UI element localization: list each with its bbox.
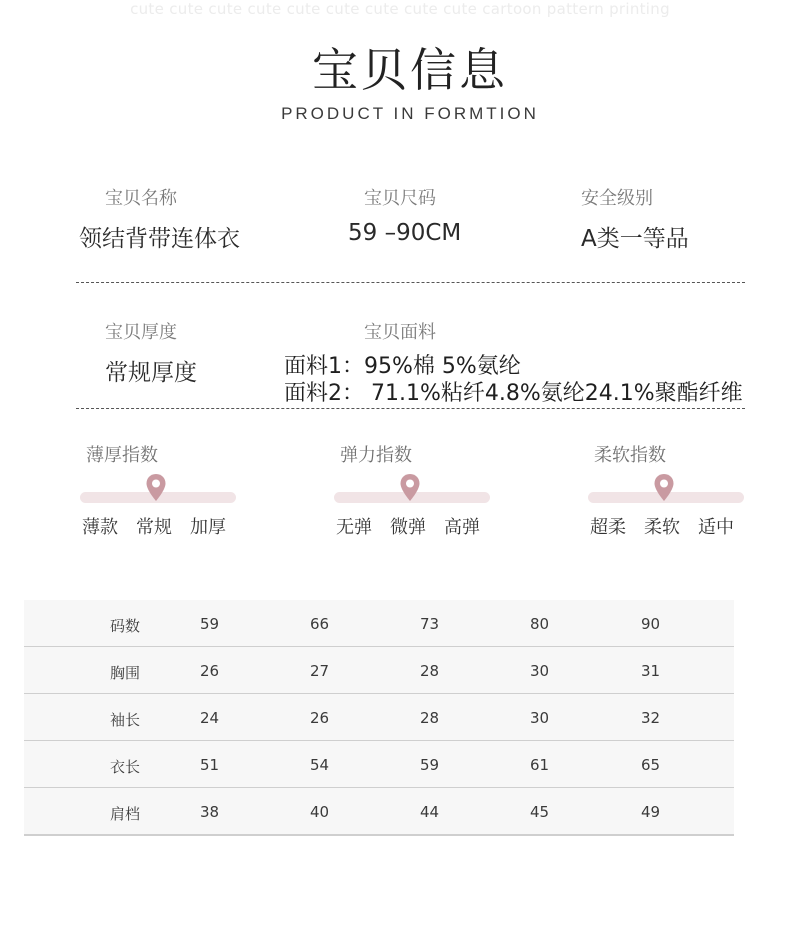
page-title: 宝贝信息 [312,43,508,97]
table-cell: 73 [420,615,440,633]
table-cell: 38 [200,803,220,821]
location-pin-icon [399,473,421,503]
table-cell: 44 [420,803,440,821]
index-option: 常规 [136,517,172,538]
index-option: 适中 [698,517,734,538]
table-row [24,647,734,695]
row-header-cell: 衣长 [110,758,141,776]
divider [76,408,745,409]
table-cell: 80 [530,615,550,633]
size-table [24,600,734,836]
table-cell: 30 [530,709,550,727]
table-cell: 26 [200,662,220,680]
table-cell: 65 [641,756,661,774]
index-option: 柔软 [644,517,680,538]
table-cell: 27 [310,662,330,680]
table-cell: 59 [200,615,220,633]
table-cell: 54 [310,756,330,774]
index-label: 弹力指数 [340,445,412,466]
index-option: 薄款 [82,517,118,538]
table-cell: 45 [530,803,550,821]
table-cell: 61 [530,756,550,774]
table-row [24,694,734,742]
fabric-line-1: 面料1：95%棉 5%氨纶 [284,354,521,379]
page-subtitle: PRODUCT IN FORMTION [281,104,539,123]
index-label: 柔软指数 [594,445,666,466]
table-cell: 90 [641,615,661,633]
name-value: 领结背带连体衣 [79,226,240,252]
index-option: 高弹 [444,517,480,538]
safety-value: A类一等品 [581,226,689,252]
size-label: 宝贝尺码 [364,188,436,209]
location-pin-icon [653,473,675,503]
table-row [24,741,734,789]
table-row [24,788,734,836]
divider [76,282,745,283]
table-cell: 40 [310,803,330,821]
name-label: 宝贝名称 [105,188,177,209]
index-option: 超柔 [590,517,626,538]
thickness-value: 常规厚度 [105,360,197,386]
size-value: 59 –90CM [348,220,462,246]
table-cell: 28 [420,662,440,680]
table-cell: 49 [641,803,661,821]
location-pin-icon [145,473,167,503]
index-option: 加厚 [190,517,226,538]
thickness-label: 宝贝厚度 [105,322,177,343]
table-cell: 26 [310,709,330,727]
table-cell: 24 [200,709,220,727]
row-header-cell: 码数 [110,617,141,635]
row-header-cell: 胸围 [110,664,141,682]
table-cell: 59 [420,756,440,774]
table-row [24,600,734,648]
safety-label: 安全级别 [581,188,653,209]
table-cell: 51 [200,756,220,774]
row-header-cell: 袖长 [110,711,141,729]
row-header-cell: 肩档 [110,805,141,823]
index-option: 无弹 [336,517,372,538]
table-cell: 66 [310,615,330,633]
index-option: 微弹 [390,517,426,538]
fabric-label: 宝贝面料 [364,322,436,343]
watermark-caption: cute cute cute cute cute cute cute cute cute cartoon pattern printing [130,0,670,18]
fabric-line-2: 面料2： 71.1%粘纤4.8%氨纶24.1%聚酯纤维 [284,381,743,406]
table-cell: 31 [641,662,661,680]
table-cell: 28 [420,709,440,727]
table-cell: 30 [530,662,550,680]
table-cell: 32 [641,709,661,727]
index-label: 薄厚指数 [86,445,158,466]
